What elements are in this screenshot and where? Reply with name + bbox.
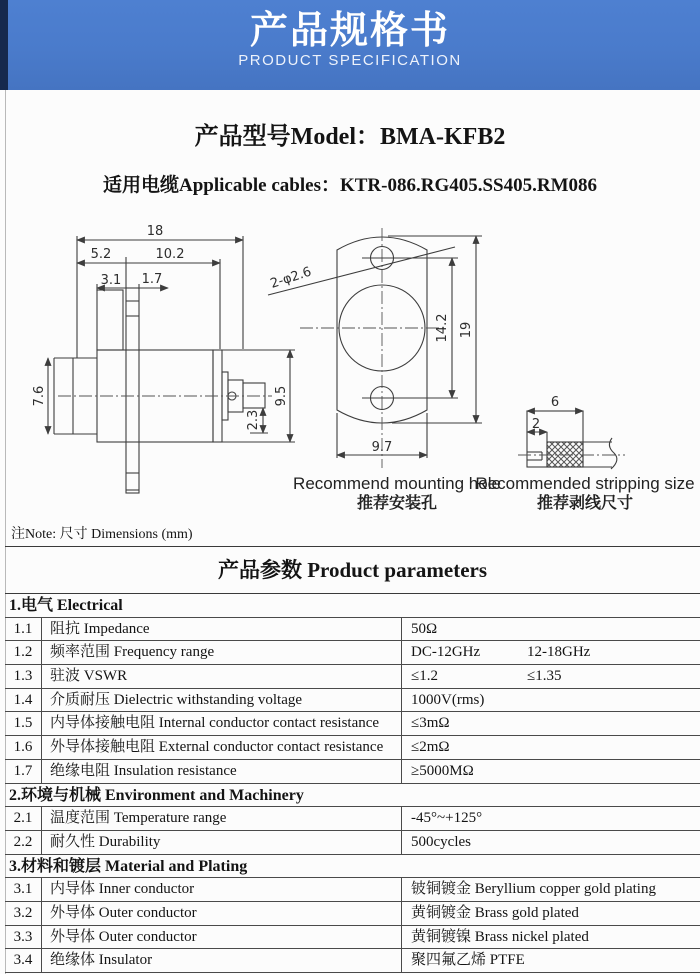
dim-14-2: 14.2 xyxy=(435,313,450,343)
table-row xyxy=(5,949,700,973)
row-label: 介质耐压 Dielectric withstanding voltage xyxy=(42,689,402,712)
row-number: 1.3 xyxy=(5,665,42,688)
row-label: 绝缘体 Insulator xyxy=(42,949,402,972)
dim-9-7: 9.7 xyxy=(371,440,393,455)
row-value: 黄铜镀金 Brass gold plated xyxy=(411,904,579,921)
table-row xyxy=(5,641,700,665)
cables-label: 适用电缆Applicable cables： xyxy=(102,175,340,196)
row-number: 3.2 xyxy=(5,902,42,925)
row-number: 1.7 xyxy=(5,760,42,783)
section-heading-environment: 2.环境与机械 Environment and Machinery xyxy=(5,784,700,808)
row-value: ≤2mΩ xyxy=(411,739,450,756)
row-label: 内导体接触电阻 Internal conductor contact resistance xyxy=(42,712,402,735)
row-value: 50Ω xyxy=(411,620,438,637)
stripping-caption-en: Recommended stripping size xyxy=(475,474,695,493)
row-number: 3.1 xyxy=(5,878,42,901)
page-subtitle: PRODUCT SPECIFICATION xyxy=(238,52,462,69)
table-row xyxy=(5,902,700,926)
table-row xyxy=(5,689,700,713)
table-row xyxy=(5,926,700,950)
row-label: 温度范围 Temperature range xyxy=(42,807,402,830)
row-value: ≤3mΩ xyxy=(411,715,450,732)
row-value: 聚四氟乙烯 PTFE xyxy=(411,952,525,969)
model-value: BMA-KFB2 xyxy=(380,124,506,150)
dimensions-note: 注Note: 尺寸 Dimensions (mm) xyxy=(5,523,700,547)
row-number: 2.1 xyxy=(5,807,42,830)
side-view-dim-labels xyxy=(32,224,289,430)
row-number: 1.5 xyxy=(5,712,42,735)
parameters-sheet xyxy=(5,523,700,973)
row-label: 绝缘电阻 Insulation resistance xyxy=(42,760,402,783)
mounting-hole-caption-en: Recommend mounting hole xyxy=(293,474,501,493)
table-row xyxy=(5,736,700,760)
row-label: 外导体 Outer conductor xyxy=(42,926,402,949)
row-number: 1.1 xyxy=(5,618,42,641)
row-value: ≥5000MΩ xyxy=(411,762,474,779)
dim-18: 18 xyxy=(146,224,164,239)
row-number: 3.3 xyxy=(5,926,42,949)
dim-2-3: 2.3 xyxy=(246,409,261,431)
table-row xyxy=(5,618,700,642)
row-label: 驻波 VSWR xyxy=(42,665,402,688)
table-row xyxy=(5,760,700,784)
dim-5-2: 5.2 xyxy=(90,247,112,262)
parameters-title: 产品参数 Product parameters xyxy=(5,547,700,594)
row-number: 2.2 xyxy=(5,831,42,854)
model-label: 产品型号Model： xyxy=(194,124,380,150)
dim-1-7: 1.7 xyxy=(141,272,163,287)
table-row xyxy=(5,712,700,736)
dim-3-1: 3.1 xyxy=(100,273,122,288)
row-label: 耐久性 Durability xyxy=(42,831,402,854)
dim-7-6: 7.6 xyxy=(32,385,47,407)
stripping-caption xyxy=(460,474,700,515)
row-number: 1.4 xyxy=(5,689,42,712)
table-row xyxy=(5,807,700,831)
dim-19: 19 xyxy=(459,321,474,339)
row-number: 3.4 xyxy=(5,949,42,972)
table-row xyxy=(5,878,700,902)
row-value: 500cycles xyxy=(411,833,471,850)
row-value: ≤1.2 ≤1.35 xyxy=(411,668,562,685)
table-row xyxy=(5,665,700,689)
row-value: 1000V(rms) xyxy=(411,691,485,708)
row-label: 频率范围 Frequency range xyxy=(42,641,402,664)
section-heading-electrical: 1.电气 Electrical xyxy=(5,594,700,618)
row-label: 内导体 Inner conductor xyxy=(42,878,402,901)
mounting-hole-caption-zh: 推荐安装孔 xyxy=(356,495,437,512)
cables-value: KTR-086.RG405.SS405.RM086 xyxy=(339,175,598,196)
row-value: 黄铜镀镍 Brass nickel plated xyxy=(411,928,589,945)
stripping-caption-zh: 推荐剥线尺寸 xyxy=(536,495,633,512)
side-view-drawing xyxy=(48,236,295,493)
row-value: 铍铜镀金 Beryllium copper gold plating xyxy=(411,881,656,898)
dim-holes: 2-φ2.6 xyxy=(268,264,314,292)
row-label: 外导体接触电阻 External conductor contact resistance xyxy=(42,736,402,759)
row-label: 外导体 Outer conductor xyxy=(42,902,402,925)
dim-6: 6 xyxy=(550,395,560,410)
mounting-hole-drawing xyxy=(268,228,482,468)
dim-9-5: 9.5 xyxy=(274,385,289,407)
dim-2: 2 xyxy=(531,417,541,432)
stripping-dim-labels xyxy=(532,395,559,432)
row-number: 1.6 xyxy=(5,736,42,759)
page-title: 产品规格书 xyxy=(249,10,450,52)
row-value: -45°~+125° xyxy=(411,810,483,827)
row-label: 阻抗 Impedance xyxy=(42,618,402,641)
dim-10-2: 10.2 xyxy=(155,247,185,262)
mounting-hole-dim-labels xyxy=(269,264,474,455)
table-row xyxy=(5,831,700,855)
row-number: 1.2 xyxy=(5,641,42,664)
section-heading-material: 3.材料和镀层 Material and Plating xyxy=(5,855,700,879)
row-value: DC-12GHz 12-18GHz xyxy=(411,644,591,661)
